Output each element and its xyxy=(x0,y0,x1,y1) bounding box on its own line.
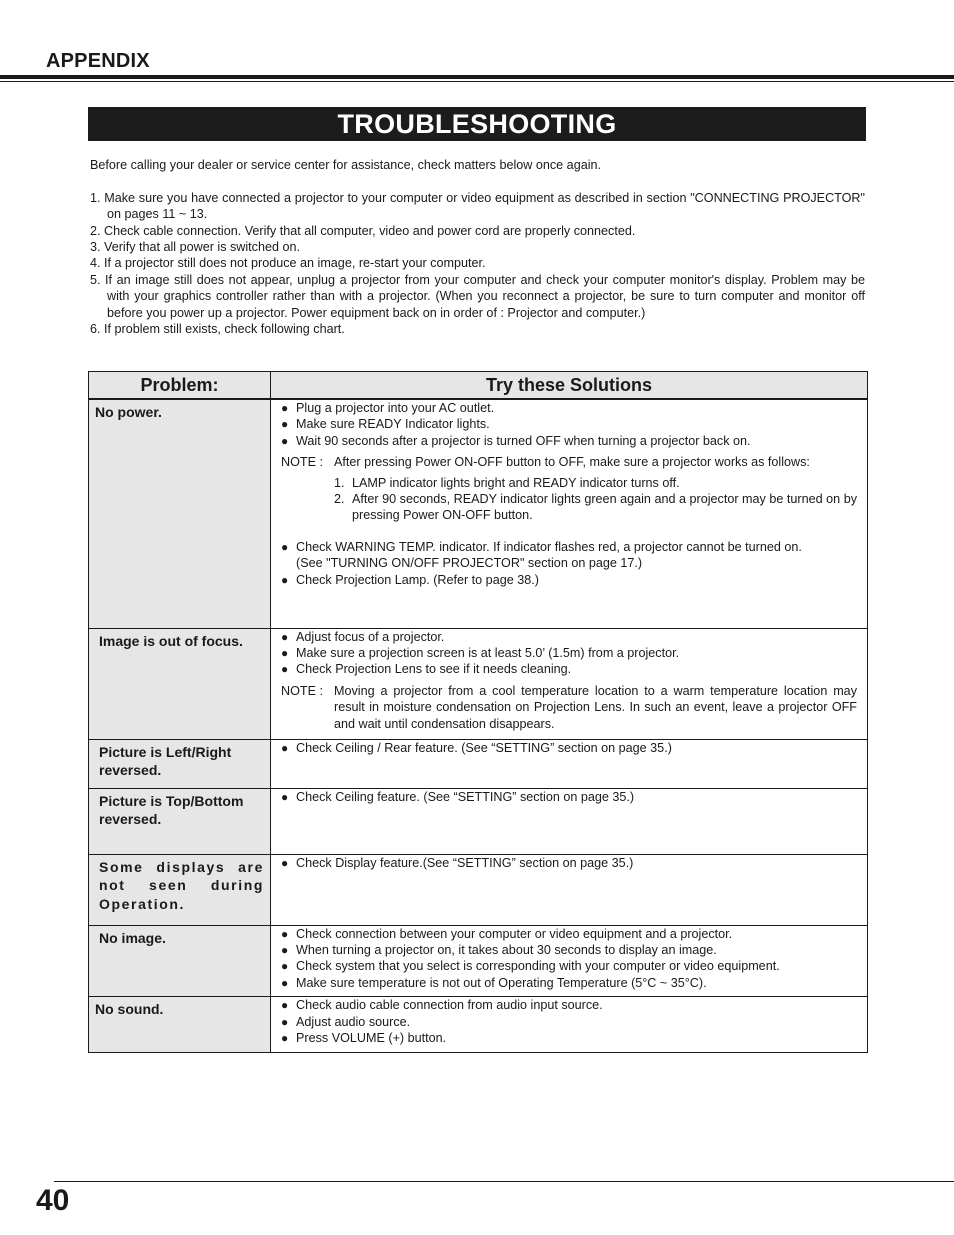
note-text: Moving a projector from a cool temperature location to a warm temperature location may result in moisture condensation on Projection Lens. In such an event, leave a projector OFF and wait until condensation disappears. xyxy=(334,683,857,731)
solution-item: ● Adjust audio source. xyxy=(281,1014,857,1030)
intro-section xyxy=(90,157,865,337)
page-number: 40 xyxy=(36,1184,70,1217)
problem-cell: No sound. xyxy=(89,997,271,1053)
problem-column-header: Problem: xyxy=(89,372,271,400)
solution-reference: (See "TURNING ON/OFF PROJECTOR" section on page 17.) xyxy=(296,556,643,571)
header-rule-thin xyxy=(0,81,954,82)
table-row xyxy=(89,399,868,628)
solution-item: ● Check audio cable connection from audio input source. xyxy=(281,997,857,1013)
checklist-item: 4. If a projector still does not produce an image, re-start your computer. xyxy=(90,256,486,271)
solution-cell xyxy=(271,997,868,1053)
note-subitem xyxy=(281,475,857,491)
problem-cell: Image is out of focus. xyxy=(89,628,271,739)
note-text: After pressing Power ON-OFF button to OFF, make sure a projector works as follows: xyxy=(334,455,810,470)
solution-item: ● Check Projection Lens to see if it needs cleaning. xyxy=(281,661,857,677)
solution-item: ● Check Display feature.(See “SETTING” section on page 35.) xyxy=(281,855,857,871)
solution-cell xyxy=(271,739,868,788)
solution-item: ● Make sure temperature is not out of Operating Temperature (5°C ~ 35°C). xyxy=(281,975,857,991)
solution-item: ● Check Projection Lamp. (Refer to page 38.) xyxy=(281,572,857,588)
table-row xyxy=(89,739,868,788)
note-subitem xyxy=(281,491,857,524)
table-header-row xyxy=(89,372,868,400)
note-subitem-text: After 90 seconds, READY indicator lights green again and a projector may be turned on by pressing Power ON-OFF button. xyxy=(352,492,857,523)
solution-item: ● Press VOLUME (+) button. xyxy=(281,1030,857,1046)
note-label: NOTE : xyxy=(281,683,323,698)
note xyxy=(281,683,857,732)
checklist xyxy=(90,190,865,338)
solution-item: ● Make sure a projection screen is at least 5.0’ (1.5m) from a projector. xyxy=(281,645,857,661)
solution-item: ● Plug a projector into your AC outlet. xyxy=(281,400,857,416)
solution-item: ● Make sure READY Indicator lights. xyxy=(281,416,857,432)
note-subitem-number: 2. xyxy=(334,492,345,507)
solution-item: ● Check system that you select is corresponding with your computer or video equipment. xyxy=(281,958,857,974)
note xyxy=(281,454,857,470)
intro-lead: Before calling your dealer or service center for assistance, check matters below once again. xyxy=(90,158,601,172)
header-rule-thick xyxy=(0,75,954,79)
solution-item: ● Wait 90 seconds after a projector is turned OFF when turning a projector back on. xyxy=(281,433,857,449)
solution-item: ● When turning a projector on, it takes about 30 seconds to display an image. xyxy=(281,942,857,958)
note-subitem-text: LAMP indicator lights bright and READY indicator turns off. xyxy=(352,475,680,490)
table-row xyxy=(89,997,868,1053)
problem-cell: No power. xyxy=(89,399,271,628)
footer-rule xyxy=(54,1181,954,1182)
checklist-item: 3. Verify that all power is switched on. xyxy=(90,240,300,255)
checklist-item: 6. If problem still exists, check following chart. xyxy=(90,322,345,337)
checklist-item: 2. Check cable connection. Verify that all computer, video and power cord are properly connected. xyxy=(90,223,636,238)
note-label: NOTE : xyxy=(281,455,323,470)
solution-cell xyxy=(271,788,868,854)
problem-cell: No image. xyxy=(89,925,271,997)
checklist-item: 5. If an image still does not appear, unplug a projector from your computer and check your computer monitor's display. Problem may be with your graphics controller rather than with a projector. (When you reconnect a projector, be sure to turn computer and monitor off before you power up a projector. Power equipment back on in order of : Projector and computer.) xyxy=(90,272,865,320)
solution-cell xyxy=(271,854,868,925)
solution-item: ● Check Ceiling feature. (See “SETTING” section on page 35.) xyxy=(281,789,857,805)
problem-cell: Picture is Left/Right reversed. xyxy=(89,739,271,788)
solutions-column-header: Try these Solutions xyxy=(271,372,868,400)
solution-cell xyxy=(271,925,868,997)
solution-cell xyxy=(271,628,868,739)
checklist-item: 1. Make sure you have connected a projector to your computer or video equipment as described in section "CONNECTING PROJECTOR" on pages 11 ~ 13. xyxy=(90,190,865,222)
solution-item: ● Check Ceiling / Rear feature. (See “SETTING” section on page 35.) xyxy=(281,740,857,756)
solution-item: ● Check WARNING TEMP. indicator. If indicator flashes red, a projector cannot be turned on. xyxy=(281,539,857,555)
problem-cell: Picture is Top/Bottom reversed. xyxy=(89,788,271,854)
table-row xyxy=(89,788,868,854)
solution-item: ● Adjust focus of a projector. xyxy=(281,629,857,645)
troubleshooting-table xyxy=(88,371,868,1053)
table-row xyxy=(89,854,868,925)
page-title: TROUBLESHOOTING xyxy=(88,107,866,141)
section-label: APPENDIX xyxy=(46,50,150,72)
solution-item: ● Check connection between your computer or video equipment and a projector. xyxy=(281,926,857,942)
table-row xyxy=(89,925,868,997)
problem-cell: Some displays are not seen during Operation. xyxy=(89,854,271,925)
note-subitem-number: 1. xyxy=(334,475,345,490)
solution-cell xyxy=(271,399,868,628)
table-row xyxy=(89,628,868,739)
